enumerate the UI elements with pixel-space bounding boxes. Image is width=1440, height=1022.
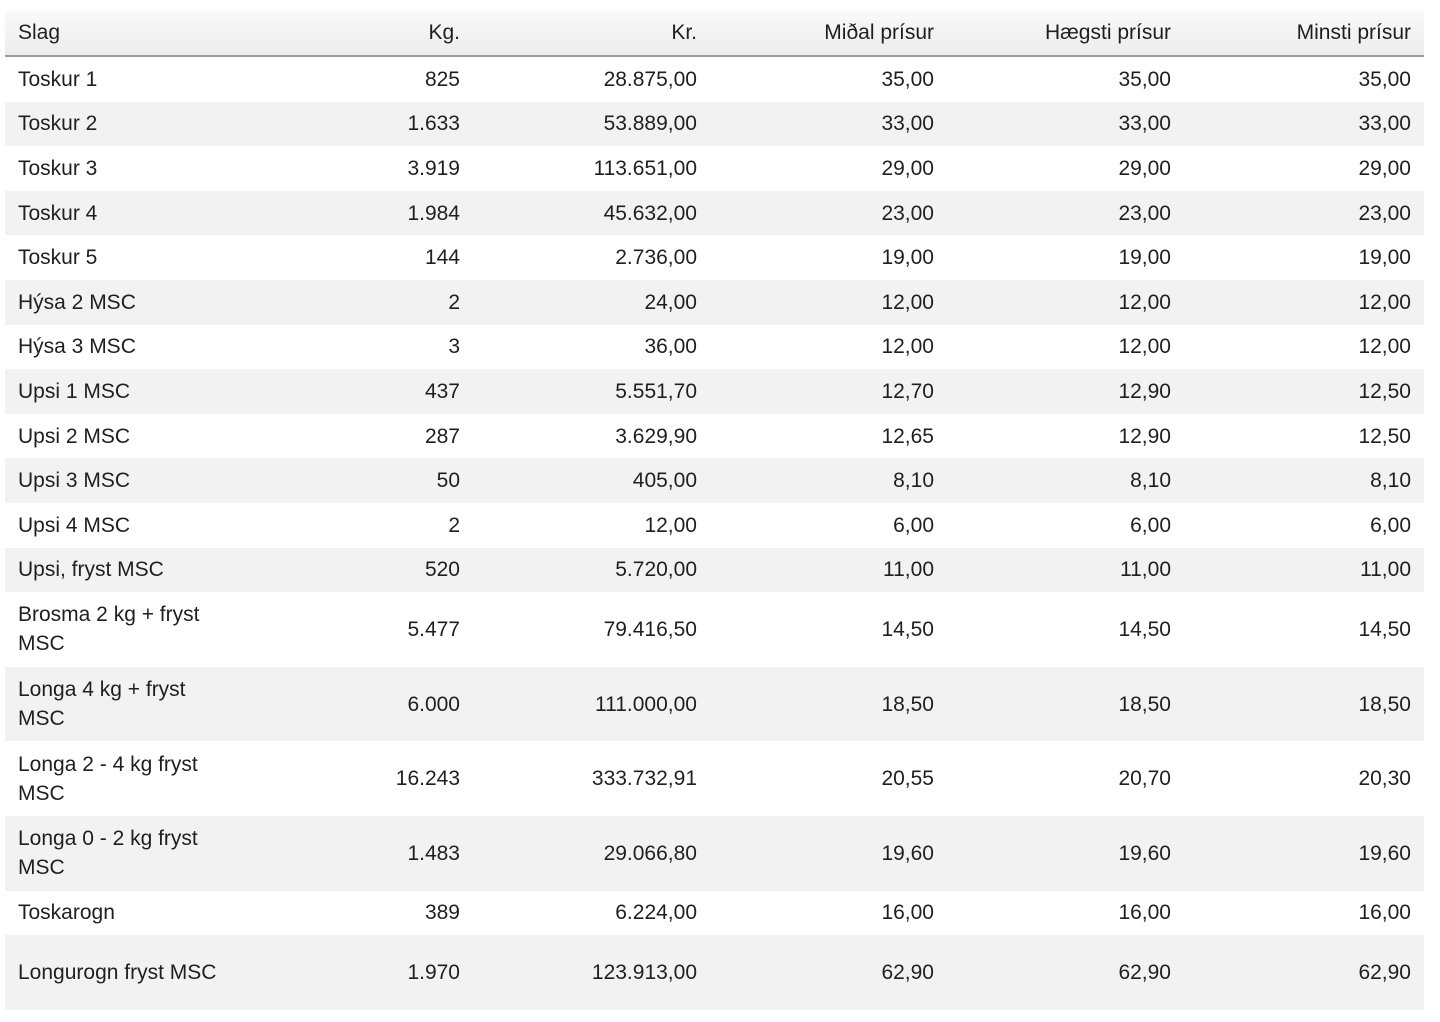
cell-slag: Toskur 5 xyxy=(5,235,236,280)
table-row xyxy=(5,548,1424,593)
cell-average-price: 8,10 xyxy=(710,458,947,503)
cell-average-price: 18,50 xyxy=(710,667,947,742)
cell-slag: Toskur 2 xyxy=(5,102,236,147)
cell-kg: 5.477 xyxy=(236,592,473,667)
cell-kr: 53.889,00 xyxy=(473,102,710,147)
table-row xyxy=(5,458,1424,503)
cell-lowest-price: 18,50 xyxy=(1184,667,1424,742)
header-average-price[interactable]: Miðal prísur xyxy=(710,10,947,56)
table-row xyxy=(5,891,1424,936)
header-row xyxy=(5,10,1424,56)
cell-slag: Hýsa 3 MSC xyxy=(5,325,236,370)
cell-kr: 405,00 xyxy=(473,458,710,503)
cell-kg: 825 xyxy=(236,56,473,102)
cell-highest-price: 20,70 xyxy=(947,741,1184,816)
cell-highest-price: 23,00 xyxy=(947,191,1184,236)
cell-average-price: 23,00 xyxy=(710,191,947,236)
cell-slag: Toskur 3 xyxy=(5,146,236,191)
cell-kg: 1.483 xyxy=(236,816,473,891)
cell-kg: 3.919 xyxy=(236,146,473,191)
cell-average-price: 29,00 xyxy=(710,146,947,191)
cell-kr: 28.875,00 xyxy=(473,56,710,102)
cell-slag: Longurogn fryst MSC xyxy=(5,935,236,1010)
cell-kr: 5.551,70 xyxy=(473,369,710,414)
cell-slag: Toskur 4 xyxy=(5,191,236,236)
cell-slag: Longa 0 - 2 kg fryst MSC xyxy=(5,816,236,891)
cell-kg: 1.633 xyxy=(236,102,473,147)
cell-kr: 36,00 xyxy=(473,325,710,370)
cell-highest-price: 11,00 xyxy=(947,548,1184,593)
cell-kr: 6.224,00 xyxy=(473,891,710,936)
cell-kr: 2.736,00 xyxy=(473,235,710,280)
cell-kg: 389 xyxy=(236,891,473,936)
cell-average-price: 35,00 xyxy=(710,56,947,102)
table-row xyxy=(5,816,1424,891)
cell-kr: 24,00 xyxy=(473,280,710,325)
table-row xyxy=(5,414,1424,459)
table-row xyxy=(5,503,1424,548)
table-row xyxy=(5,369,1424,414)
cell-kr: 5.720,00 xyxy=(473,548,710,593)
cell-slag: Brosma 2 kg + fryst MSC xyxy=(5,592,236,667)
cell-average-price: 12,00 xyxy=(710,325,947,370)
cell-average-price: 20,55 xyxy=(710,741,947,816)
cell-slag: Toskarogn xyxy=(5,891,236,936)
cell-kg: 437 xyxy=(236,369,473,414)
cell-kg: 6.000 xyxy=(236,667,473,742)
cell-kr: 111.000,00 xyxy=(473,667,710,742)
cell-highest-price: 12,00 xyxy=(947,325,1184,370)
cell-highest-price: 8,10 xyxy=(947,458,1184,503)
cell-kg: 144 xyxy=(236,235,473,280)
cell-highest-price: 33,00 xyxy=(947,102,1184,147)
cell-kg: 16.243 xyxy=(236,741,473,816)
cell-average-price: 16,00 xyxy=(710,891,947,936)
cell-kr: 113.651,00 xyxy=(473,146,710,191)
price-table-container xyxy=(5,10,1424,1010)
cell-slag: Upsi 2 MSC xyxy=(5,414,236,459)
cell-kr: 45.632,00 xyxy=(473,191,710,236)
cell-average-price: 14,50 xyxy=(710,592,947,667)
cell-kg: 1.970 xyxy=(236,935,473,1010)
cell-highest-price: 12,90 xyxy=(947,369,1184,414)
table-row xyxy=(5,280,1424,325)
table-row xyxy=(5,102,1424,147)
cell-slag: Upsi 4 MSC xyxy=(5,503,236,548)
cell-average-price: 12,00 xyxy=(710,280,947,325)
cell-average-price: 19,60 xyxy=(710,816,947,891)
cell-kr: 12,00 xyxy=(473,503,710,548)
cell-average-price: 12,65 xyxy=(710,414,947,459)
cell-lowest-price: 62,90 xyxy=(1184,935,1424,1010)
cell-average-price: 62,90 xyxy=(710,935,947,1010)
cell-lowest-price: 11,00 xyxy=(1184,548,1424,593)
table-body xyxy=(5,56,1424,1010)
table-row xyxy=(5,191,1424,236)
header-highest-price[interactable]: Hægsti prísur xyxy=(947,10,1184,56)
cell-highest-price: 16,00 xyxy=(947,891,1184,936)
cell-highest-price: 19,60 xyxy=(947,816,1184,891)
cell-average-price: 12,70 xyxy=(710,369,947,414)
cell-kr: 29.066,80 xyxy=(473,816,710,891)
cell-average-price: 33,00 xyxy=(710,102,947,147)
cell-kg: 2 xyxy=(236,503,473,548)
table-header xyxy=(5,10,1424,56)
cell-lowest-price: 6,00 xyxy=(1184,503,1424,548)
header-kr[interactable]: Kr. xyxy=(473,10,710,56)
cell-slag: Upsi 1 MSC xyxy=(5,369,236,414)
cell-lowest-price: 16,00 xyxy=(1184,891,1424,936)
cell-lowest-price: 19,60 xyxy=(1184,816,1424,891)
cell-kr: 79.416,50 xyxy=(473,592,710,667)
table-row xyxy=(5,667,1424,742)
cell-slag: Longa 2 - 4 kg fryst MSC xyxy=(5,741,236,816)
cell-average-price: 6,00 xyxy=(710,503,947,548)
cell-kg: 3 xyxy=(236,325,473,370)
cell-lowest-price: 12,50 xyxy=(1184,414,1424,459)
table-row xyxy=(5,592,1424,667)
cell-slag: Toskur 1 xyxy=(5,56,236,102)
cell-lowest-price: 23,00 xyxy=(1184,191,1424,236)
cell-kg: 50 xyxy=(236,458,473,503)
cell-slag: Upsi, fryst MSC xyxy=(5,548,236,593)
cell-average-price: 11,00 xyxy=(710,548,947,593)
cell-kr: 123.913,00 xyxy=(473,935,710,1010)
cell-kg: 520 xyxy=(236,548,473,593)
cell-slag: Upsi 3 MSC xyxy=(5,458,236,503)
cell-lowest-price: 35,00 xyxy=(1184,56,1424,102)
cell-lowest-price: 19,00 xyxy=(1184,235,1424,280)
cell-slag: Hýsa 2 MSC xyxy=(5,280,236,325)
cell-lowest-price: 14,50 xyxy=(1184,592,1424,667)
header-kg[interactable]: Kg. xyxy=(236,10,473,56)
cell-highest-price: 62,90 xyxy=(947,935,1184,1010)
table-row xyxy=(5,325,1424,370)
cell-kg: 2 xyxy=(236,280,473,325)
cell-kg: 1.984 xyxy=(236,191,473,236)
cell-lowest-price: 33,00 xyxy=(1184,102,1424,147)
cell-highest-price: 35,00 xyxy=(947,56,1184,102)
cell-lowest-price: 12,00 xyxy=(1184,280,1424,325)
price-table xyxy=(5,10,1424,1010)
cell-kg: 287 xyxy=(236,414,473,459)
table-row xyxy=(5,146,1424,191)
cell-highest-price: 6,00 xyxy=(947,503,1184,548)
cell-lowest-price: 8,10 xyxy=(1184,458,1424,503)
cell-highest-price: 18,50 xyxy=(947,667,1184,742)
cell-kr: 3.629,90 xyxy=(473,414,710,459)
cell-highest-price: 12,90 xyxy=(947,414,1184,459)
cell-highest-price: 12,00 xyxy=(947,280,1184,325)
cell-slag: Longa 4 kg + fryst MSC xyxy=(5,667,236,742)
table-row xyxy=(5,56,1424,102)
cell-average-price: 19,00 xyxy=(710,235,947,280)
cell-highest-price: 14,50 xyxy=(947,592,1184,667)
table-row xyxy=(5,741,1424,816)
cell-lowest-price: 12,00 xyxy=(1184,325,1424,370)
cell-highest-price: 19,00 xyxy=(947,235,1184,280)
table-row xyxy=(5,235,1424,280)
header-lowest-price[interactable]: Minsti prísur xyxy=(1184,10,1424,56)
header-slag[interactable]: Slag xyxy=(5,10,236,56)
cell-kr: 333.732,91 xyxy=(473,741,710,816)
cell-lowest-price: 12,50 xyxy=(1184,369,1424,414)
cell-lowest-price: 20,30 xyxy=(1184,741,1424,816)
cell-highest-price: 29,00 xyxy=(947,146,1184,191)
table-row xyxy=(5,935,1424,1010)
cell-lowest-price: 29,00 xyxy=(1184,146,1424,191)
